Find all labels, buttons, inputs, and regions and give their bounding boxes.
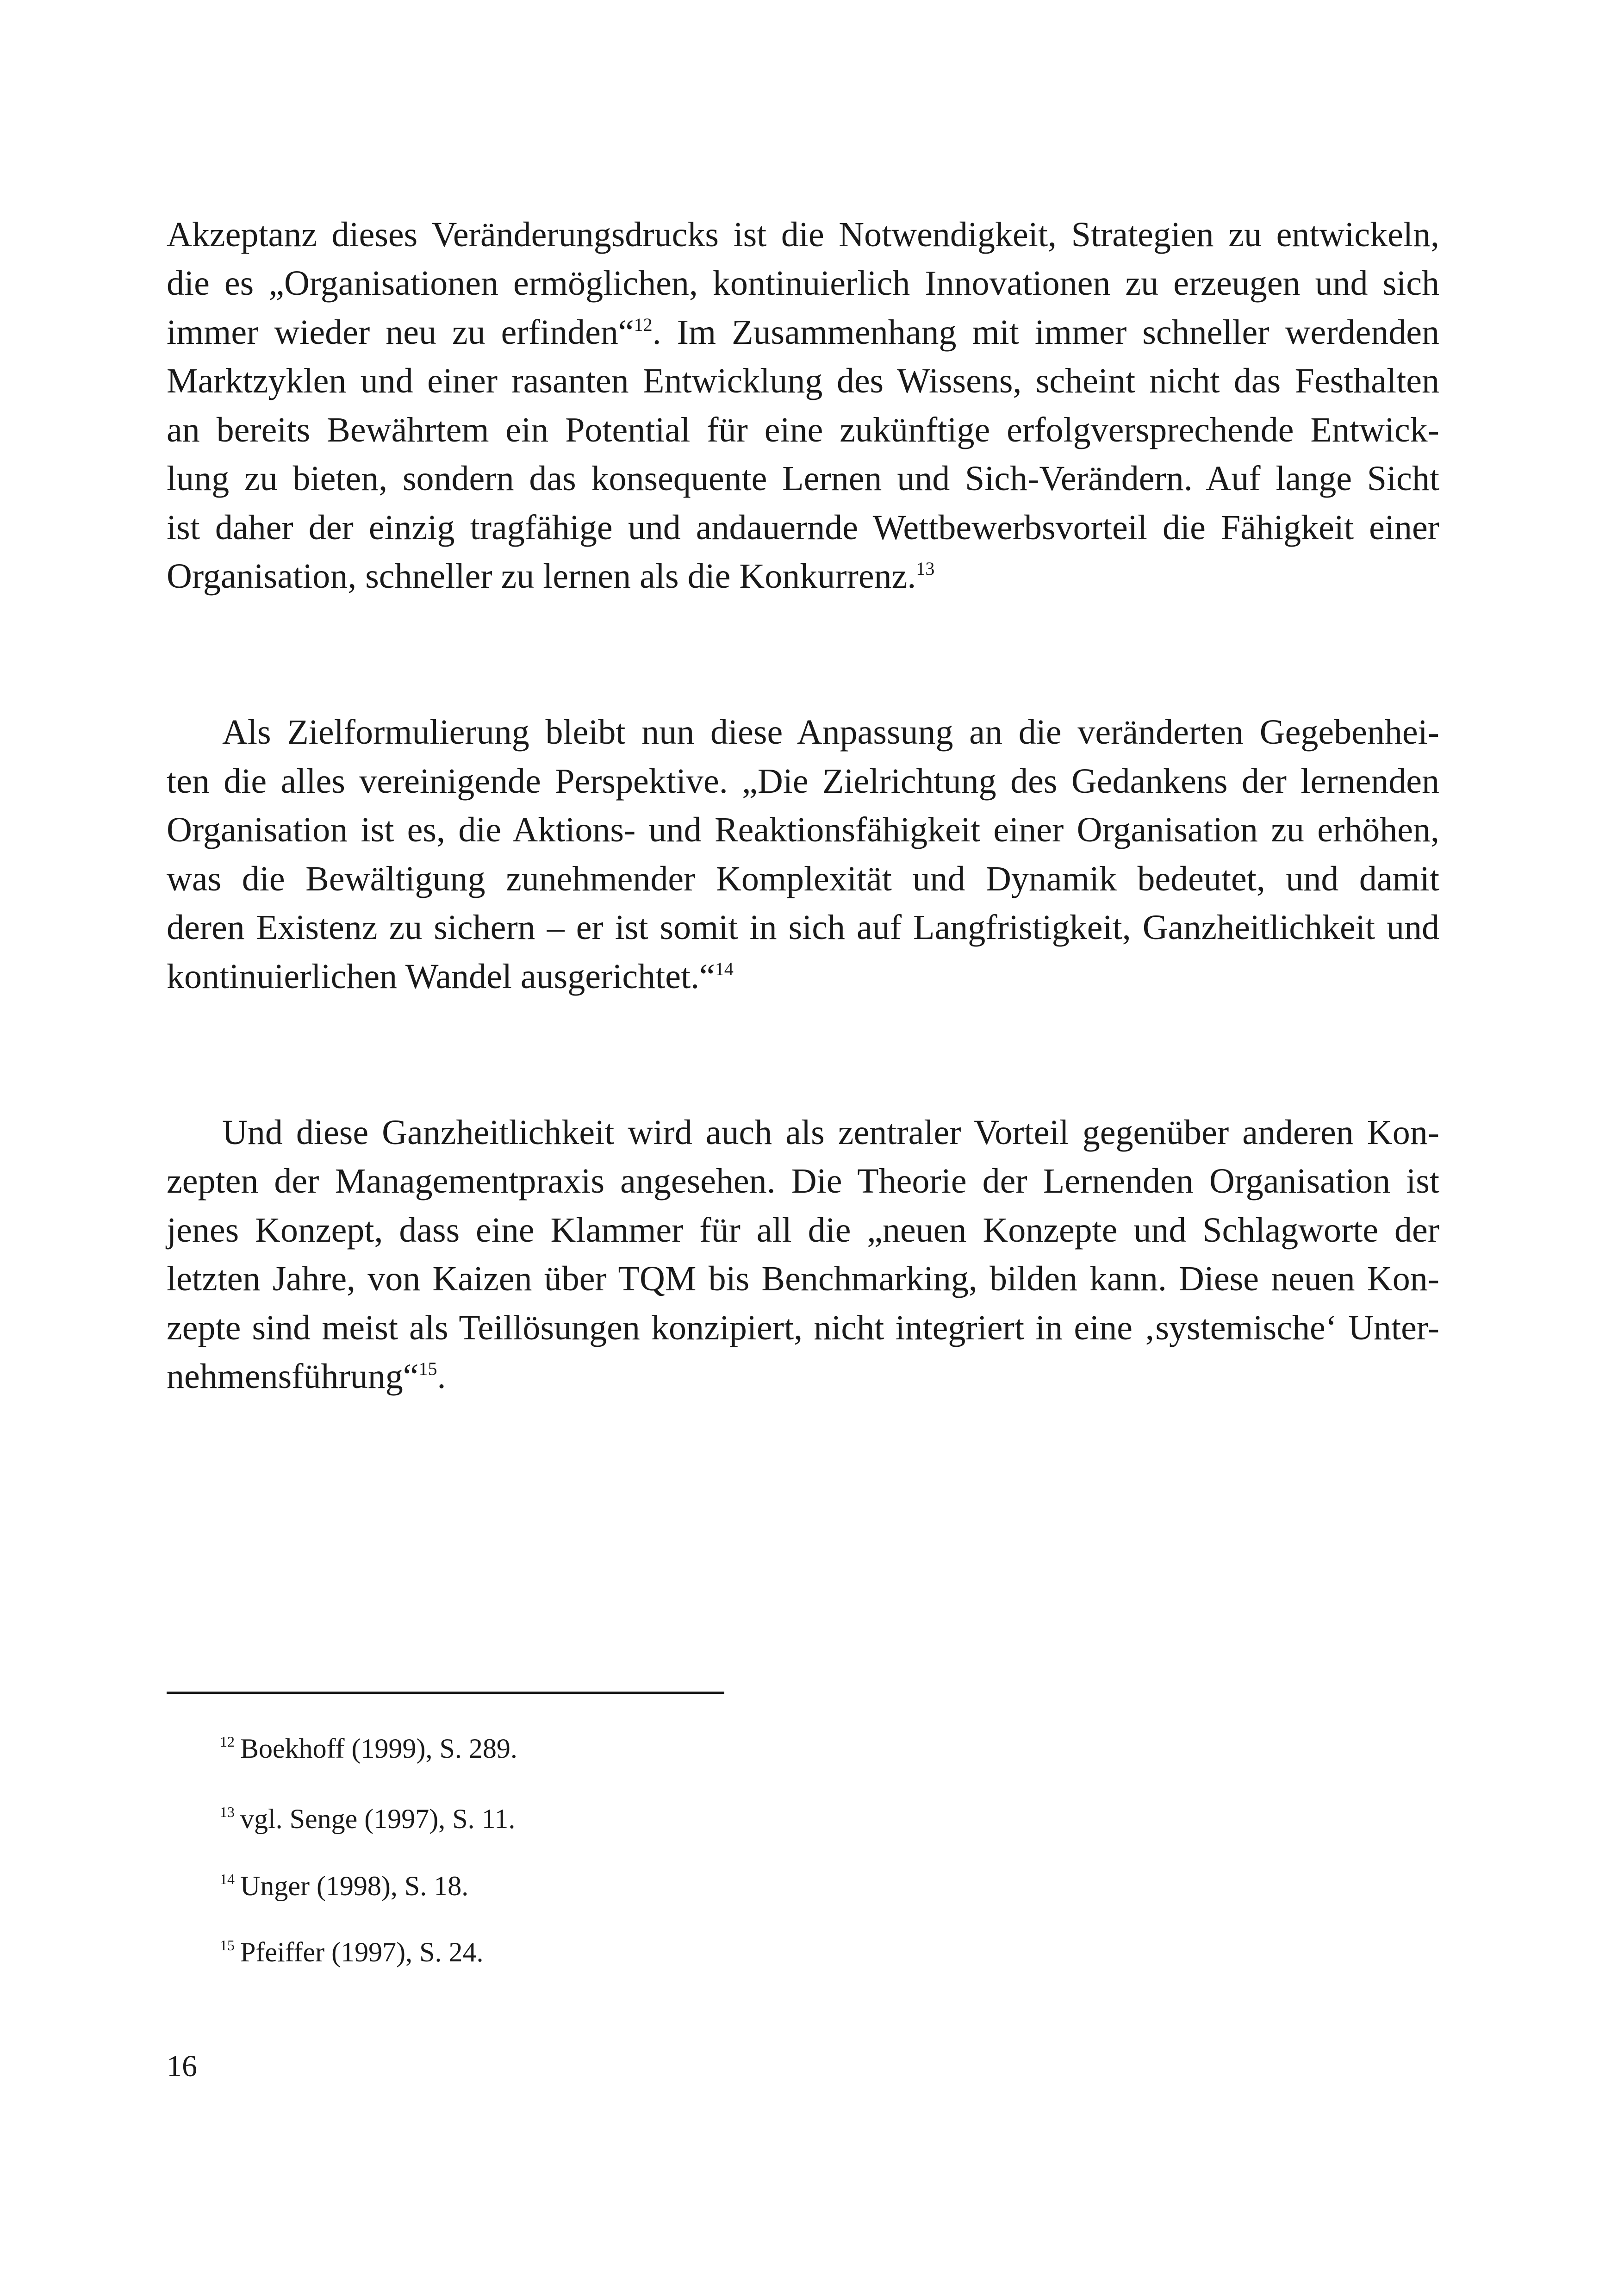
footnote-text: Pfeiffer (1997), S. 24. (240, 1937, 484, 1967)
footnote-number: 14 (220, 1871, 235, 1887)
footnote (220, 1730, 517, 1767)
footnote-text: Unger (1998), S. 18. (240, 1871, 469, 1901)
text-line: nehmensführung“$^{15}$. (167, 1357, 446, 1396)
text-line: Und diese Ganzheitlichkeit wird auch als zentraler Vorteil gegenüber anderen Kon- (222, 1113, 1439, 1152)
text-line: Akzeptanz dieses Veränderungsdrucks ist die Notwendigkeit, Strategien zu entwickeln, (167, 215, 1439, 254)
text-line: jenes Konzept, dass eine Klammer für all die „neuen Konzepte und Schlagworte der (167, 1211, 1439, 1250)
text-line: ist daher der einzig tragfähige und andauernde Wettbewerbsvorteil die Fähigkeit einer (167, 508, 1439, 547)
footnote-marker: 13 (916, 558, 935, 579)
footnote (220, 1934, 483, 1971)
footnote-separator (167, 1692, 724, 1694)
text-line: an bereits Bewährtem ein Potential für eine zukünftige erfolgversprechende Entwick- (167, 411, 1439, 449)
footnote (220, 1800, 515, 1837)
page-number: 16 (167, 2049, 197, 2083)
text-line: letzten Jahre, von Kaizen über TQM bis Benchmarking, bilden kann. Diese neuen Kon- (167, 1259, 1439, 1298)
footnote-number: 13 (220, 1804, 235, 1820)
text-line: Organisation, schneller zu lernen als die Konkurrenz.$^{13}$ (167, 557, 935, 596)
text-line: deren Existenz zu sichern – er ist somit in sich auf Langfristigkeit, Ganzheitlichkeit und (167, 908, 1439, 947)
text-line: immer wieder neu zu erfinden“$^{12}$. Im Zusammenhang mit immer schneller werdenden (167, 313, 1439, 352)
text-line: Marktzyklen und einer rasanten Entwicklung des Wissens, scheint nicht das Festhalten (167, 361, 1439, 400)
text-line: zepten der Managementpraxis angesehen. Die Theorie der Lernenden Organisation ist (167, 1162, 1439, 1201)
text-line: lung zu bieten, sondern das konsequente Lernen und Sich-Verändern. Auf lange Sicht (167, 459, 1439, 498)
text-line: zepte sind meist als Teillösungen konzipiert, nicht integriert in eine ‚systemische‘ Unter- (167, 1308, 1439, 1347)
text-line: ten die alles vereinigende Perspektive. „Die Zielrichtung des Gedankens der lernenden (167, 762, 1439, 801)
footnote-marker: 12 (634, 314, 653, 335)
footnote-marker: 14 (715, 958, 734, 979)
footnote-marker: 15 (418, 1358, 437, 1379)
footnote-number: 15 (220, 1937, 235, 1954)
text-line: Als Zielformulierung bleibt nun diese Anpassung an die veränderten Gegebenhei- (222, 713, 1439, 752)
footnote-number: 12 (220, 1733, 235, 1750)
footnote-text: vgl. Senge (1997), S. 11. (240, 1804, 516, 1834)
text-line: kontinuierlichen Wandel ausgerichtet.“$^{14}$ (167, 957, 734, 996)
text-line: Organisation ist es, die Aktions- und Reaktionsfähigkeit einer Organisation zu erhöhen, (167, 810, 1439, 849)
text-line: die es „Organisationen ermöglichen, kontinuierlich Innovationen zu erzeugen und sich (167, 264, 1439, 303)
footnote (220, 1867, 468, 1904)
text-line: was die Bewältigung zunehmender Komplexität und Dynamik bedeutet, und damit (167, 859, 1439, 898)
footnote-text: Boekhoff (1999), S. 289. (240, 1733, 517, 1764)
